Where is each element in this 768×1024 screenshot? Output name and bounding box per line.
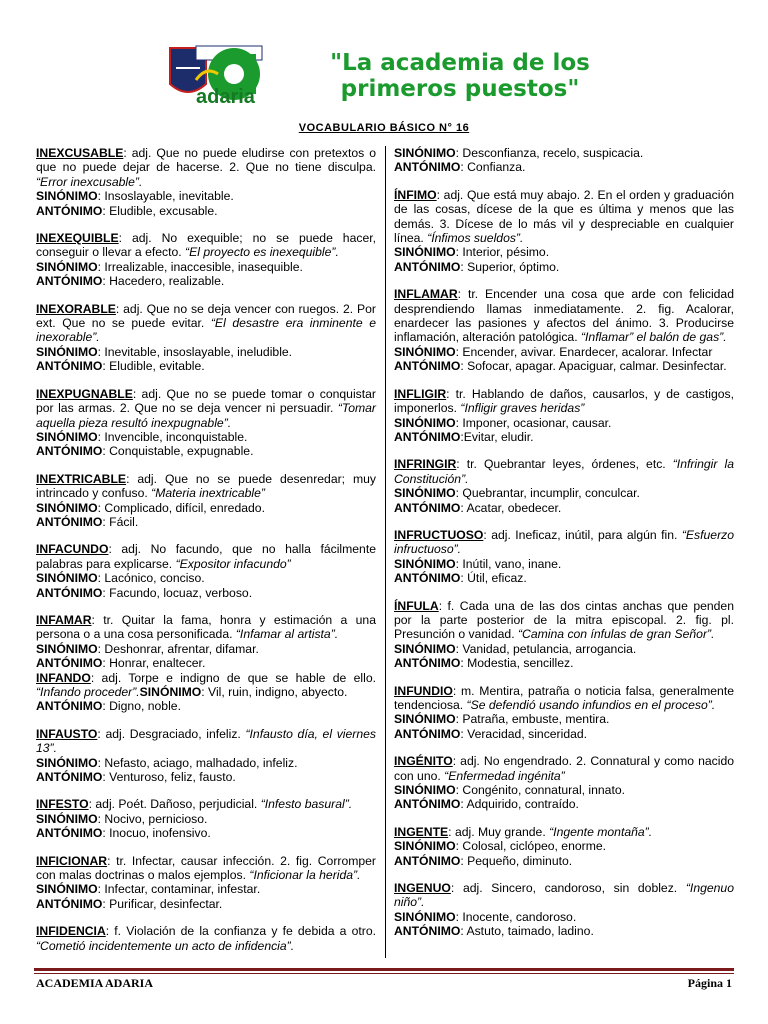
antonym-label: ANTÓNIMO	[36, 585, 103, 600]
entry-word: INEXORABLE	[36, 301, 116, 316]
entry-def-text: : adj. Que está muy abajo. 2. En el orden y graduación de las cosas, dícese de la que es última y menos que las demás. 3. Dícese de lo más vil y despreciable en cualquier línea.	[394, 187, 734, 246]
synonym-text: : Interior, pésimo.	[455, 245, 550, 260]
synonym-text: : Colosal, ciclópeo, enorme.	[455, 839, 607, 854]
entry-antonyms	[394, 656, 734, 670]
entry-antonyms	[36, 770, 376, 784]
entry-def-text: : tr. Quitar la fama, honra y estimación a una persona o a una cosa personificada.	[36, 612, 376, 642]
synonym-text: : Invencible, inconquistable.	[97, 429, 248, 444]
synonym-label: SINÓNIMO	[36, 189, 98, 204]
antonym-text: : Sofocar, apagar. Apaciguar, calmar. Desinfectar.	[460, 359, 727, 374]
entry-synonyms	[394, 345, 734, 359]
entry-antonyms	[36, 897, 376, 911]
synonym-label: SINÓNIMO	[394, 146, 456, 160]
entry-def-text: : adj. No exequible; no se puede hacer, conseguir o llevar a efecto.	[36, 231, 376, 260]
entry-example: “Tomar aquella pieza resultó inexpugnable”.	[36, 401, 376, 430]
entry-example: “Enfermedad ingénita”	[444, 768, 565, 783]
entry-word: INFRINGIR	[394, 457, 457, 472]
entry-word: INEXCUSABLE	[36, 146, 124, 160]
synonym-label: SINÓNIMO	[36, 811, 98, 826]
entry-antonyms	[36, 204, 376, 218]
antonym-label: ANTÓNIMO	[394, 853, 461, 868]
entry-synonyms	[36, 501, 376, 515]
entry-antonyms	[36, 515, 376, 529]
antonym-text: : Fácil.	[102, 514, 139, 529]
entry-definition	[36, 302, 376, 345]
synonym-label: SINÓNIMO	[394, 245, 456, 260]
antonym-label: ANTÓNIMO	[36, 359, 103, 374]
entry-example: “Infesto basural”.	[260, 797, 353, 812]
antonym-label: ANTÓNIMO	[36, 770, 103, 785]
entry-synonyms	[36, 189, 376, 203]
antonym-text: : Veracidad, sinceridad.	[460, 726, 588, 741]
right-column	[394, 146, 734, 952]
entry-def-text: : adj. Que no se puede tomar o conquistar por las armas. 2. Que no se deja vencer ni persuadir.	[36, 386, 376, 416]
vocab-entry	[394, 457, 734, 515]
vocab-entry	[36, 472, 376, 530]
antonym-label: ANTÓNIMO	[394, 359, 461, 374]
antonym-text: : Digno, noble.	[102, 699, 181, 714]
vocab-entry	[394, 387, 734, 445]
entry-example: “Camina con ínfulas de gran Señor”.	[518, 627, 715, 642]
synonym-label: SINÓNIMO	[394, 783, 456, 798]
vocab-entry	[394, 754, 734, 812]
entry-example: “Inficionar la herida”.	[249, 868, 361, 883]
entry-word: INFLIGIR	[394, 386, 447, 401]
entry-word: INFICIONAR	[36, 853, 108, 868]
footer-academy-name: ACADEMIA ADARIA	[36, 976, 154, 990]
antonym-text: : Superior, óptimo.	[460, 259, 560, 274]
synonym-label: SINÓNIMO	[36, 755, 98, 770]
entry-word: INGENTE	[394, 824, 449, 839]
entry-antonyms	[394, 854, 734, 868]
footer-rule-thick	[34, 968, 734, 971]
antonym-label: ANTÓNIMO	[36, 444, 103, 459]
entry-antonyms	[36, 826, 376, 840]
entry-synonyms	[36, 430, 376, 444]
synonym-text: : Inocente, candoroso.	[455, 909, 577, 924]
entry-definition	[394, 287, 734, 345]
entry-def-text: : adj. Muy grande.	[448, 824, 550, 839]
entry-definition	[36, 146, 376, 189]
entry-def-text: : f. Violación de la confianza y fe debida a otro.	[105, 924, 376, 939]
entry-word: INEXEQUIBLE	[36, 231, 119, 246]
footer-rule-thin	[34, 973, 734, 974]
antonym-label: ANTÓNIMO	[394, 500, 461, 515]
synonym-label: SINÓNIMO	[394, 556, 456, 571]
entry-synonyms	[394, 557, 734, 571]
antonym-text: : Hacedero, realizable.	[102, 274, 225, 289]
vocab-entry	[36, 146, 376, 218]
entry-definition	[36, 924, 376, 953]
entry-antonyms	[394, 160, 734, 174]
vocab-entry	[394, 528, 734, 586]
entry-word: INFLAMAR	[394, 287, 458, 302]
entry-definition	[394, 684, 734, 713]
entry-antonyms	[394, 924, 734, 938]
entry-example: “Expositor infacundo”	[175, 556, 291, 571]
synonym-text: : Congénito, connatural, innato.	[455, 783, 626, 798]
column-divider	[385, 146, 386, 958]
synonym-label: SINÓNIMO	[394, 486, 456, 501]
entry-antonyms	[394, 571, 734, 585]
antonym-text: : Adquirido, contraído.	[460, 797, 579, 812]
entry-def-text: : adj. Que no se puede desenredar; muy intrincado y confuso.	[36, 471, 376, 501]
synonym-label: SINÓNIMO	[394, 839, 456, 854]
entry-example: “El desastre era inminente e inexorable”.	[36, 316, 376, 345]
entry-def-text: : tr. Quebrantar leyes, órdenes, etc.	[456, 457, 673, 472]
entry-def-text: : f. Cada una de las dos cintas anchas que penden por la parte posterior de la mitra episcopal. 2. fig. pl. Presunción o vanidad.	[394, 598, 734, 642]
synonym-text: : Inútil, vano, inane.	[455, 556, 562, 571]
synonym-label: SINÓNIMO	[394, 415, 456, 430]
vocab-entry	[36, 231, 376, 289]
antonym-label: ANTÓNIMO	[394, 797, 461, 812]
entry-word: INEXTRICABLE	[36, 471, 127, 486]
entry-example: “Se defendió usando infundios en el proceso”.	[466, 698, 716, 712]
entry-definition	[394, 457, 734, 486]
entry-antonyms	[36, 274, 376, 288]
entry-antonyms	[394, 501, 734, 515]
entry-synonyms	[36, 882, 376, 896]
entry-antonyms	[394, 797, 734, 811]
vocab-entry	[36, 387, 376, 459]
vocab-entry	[36, 302, 376, 374]
entry-example: “Infamar al artista”.	[235, 627, 339, 642]
entry-example: “Infringir la Constitución”.	[394, 457, 734, 486]
entry-def-text: : m. Mentira, patraña o noticia falsa, generalmente tendenciosa.	[394, 683, 734, 712]
entry-synonyms	[394, 642, 734, 656]
vocab-entry	[36, 924, 376, 953]
vocab-entry	[394, 146, 734, 175]
left-column	[36, 146, 376, 966]
antonym-text: : Inocuo, inofensivo.	[102, 826, 211, 841]
entry-synonyms	[36, 642, 376, 656]
entry-word: INFUNDIO	[394, 683, 453, 698]
slogan-line-2: primeros puestos"	[340, 76, 580, 102]
entry-example: “Materia inextricable”	[151, 486, 265, 501]
entry-synonyms	[394, 486, 734, 500]
entry-word: INFANDO	[36, 670, 91, 685]
entry-definition	[394, 387, 734, 416]
vocab-entry	[394, 825, 734, 868]
synonym-text: : Insoslayable, inevitable.	[97, 189, 234, 204]
entry-definition	[394, 528, 734, 557]
synonym-text: : Nocivo, pernicioso.	[97, 811, 208, 826]
synonym-label: SINÓNIMO	[139, 685, 202, 699]
vocab-entry	[394, 188, 734, 274]
synonym-text: : Infectar, contaminar, infestar.	[97, 882, 261, 897]
entry-synonyms	[394, 245, 734, 259]
entry-definition	[36, 854, 376, 883]
page-header	[0, 0, 768, 115]
antonym-text: : Eludible, excusable.	[102, 203, 218, 218]
entry-synonyms	[36, 571, 376, 585]
entry-example: “Error inexcusable”.	[36, 174, 143, 189]
synonym-label: SINÓNIMO	[36, 571, 98, 586]
synonym-text: : Desconfianza, recelo, suspicacia.	[455, 146, 644, 160]
vocab-entry	[36, 797, 376, 840]
synonym-text: : Imponer, ocasionar, causar.	[455, 415, 612, 430]
entry-example: “Esfuerzo infructuoso”.	[394, 527, 734, 557]
antonym-text: : Acatar, obedecer.	[460, 500, 562, 515]
vocab-entry	[36, 727, 376, 785]
entry-synonyms	[394, 783, 734, 797]
synonym-text: : Complicado, difícil, enredado.	[97, 500, 265, 515]
synonym-text: : Irrealizable, inaccesible, inasequible.	[97, 259, 303, 274]
entry-antonyms	[36, 359, 376, 373]
entry-antonyms	[394, 430, 734, 444]
entry-antonyms	[394, 260, 734, 274]
entry-antonyms	[36, 586, 376, 600]
entry-synonyms	[394, 839, 734, 853]
document-title: VOCABULARIO BÁSICO N° 16	[298, 122, 470, 134]
entry-word: ÍNFIMO	[394, 187, 437, 202]
antonym-label: ANTÓNIMO	[394, 429, 461, 444]
entry-def-text: : adj. Torpe e indigno de que se hable de ello.	[90, 670, 376, 685]
synonym-label: SINÓNIMO	[394, 909, 456, 924]
vocab-entry	[36, 854, 376, 912]
vocab-entry	[394, 287, 734, 373]
entry-def-text: : adj. Sincero, candoroso, sin doblez.	[450, 881, 686, 896]
entry-word: ÍNFULA	[394, 598, 439, 613]
antonym-label: ANTÓNIMO	[36, 826, 103, 841]
antonym-text: : Conquistable, expugnable.	[102, 444, 254, 459]
entry-definition	[36, 671, 376, 700]
antonym-label: ANTÓNIMO	[394, 259, 461, 274]
synonym-text: : Inevitable, insoslayable, ineludible.	[97, 344, 293, 359]
entry-word: INFIDENCIA	[36, 924, 106, 939]
synonym-label: SINÓNIMO	[36, 500, 98, 515]
entry-synonyms	[36, 260, 376, 274]
entry-antonyms	[36, 699, 376, 713]
entry-definition	[36, 231, 376, 260]
entry-definition	[36, 797, 376, 811]
entry-definition	[36, 472, 376, 501]
entry-antonyms	[394, 359, 734, 373]
antonym-label: ANTÓNIMO	[36, 699, 103, 714]
entry-example: “Ingenuo niño”.	[394, 881, 734, 910]
footer-page-number: Página 1	[687, 976, 732, 990]
entry-def-text: : adj. No engendrado. 2. Connatural y como nacido con uno.	[394, 754, 734, 783]
synonym-label: SINÓNIMO	[36, 882, 98, 897]
entry-definition	[36, 727, 376, 756]
antonym-label: ANTÓNIMO	[36, 274, 103, 289]
antonym-text: : Facundo, locuaz, verboso.	[102, 585, 253, 600]
entry-example: “Infando proceder”.	[36, 685, 140, 699]
entry-definition	[394, 599, 734, 642]
entry-def-text: : adj. Ineficaz, inútil, para algún fin.	[483, 527, 682, 542]
entry-antonyms	[394, 727, 734, 741]
synonym-text: : Vanidad, petulancia, arrogancia.	[455, 641, 637, 656]
antonym-text: : Purificar, desinfectar.	[102, 896, 223, 911]
antonym-text: : Eludible, evitable.	[102, 359, 205, 374]
entry-synonyms	[394, 712, 734, 726]
synonym-label: SINÓNIMO	[394, 712, 456, 727]
synonym-text: : Lacónico, conciso.	[97, 571, 205, 586]
synonym-text: : Patraña, embuste, mentira.	[455, 712, 610, 727]
antonym-label: ANTÓNIMO	[394, 924, 461, 939]
entry-def-text: : adj. Poét. Dañoso, perjudicial.	[88, 797, 261, 812]
synonym-label: SINÓNIMO	[36, 344, 98, 359]
entry-word: INGÉNITO	[394, 754, 453, 769]
entry-word: INGENUO	[394, 881, 451, 896]
entry-example: “Inflamar” el balón de gas”.	[580, 330, 727, 345]
entry-example: “Cometió incidentemente un acto de infidencia”.	[36, 938, 295, 953]
entry-synonyms	[36, 812, 376, 826]
antonym-label: ANTÓNIMO	[394, 726, 461, 741]
antonym-label: ANTÓNIMO	[36, 656, 103, 671]
entry-example: “Ínfimos sueldos”.	[427, 231, 524, 246]
entry-example: “Infausto día, el viernes 13”.	[36, 726, 376, 756]
antonym-label: ANTÓNIMO	[36, 203, 103, 218]
vocab-entry	[394, 599, 734, 671]
entry-def-text: : adj. Que no puede eludirse con pretextos o que no puede dejar de hacerse. 2. Que no tiene disculpa.	[36, 146, 376, 175]
antonym-text: : Astuto, taimado, ladino.	[460, 924, 594, 939]
antonym-text: : Pequeño, diminuto.	[460, 853, 573, 868]
antonym-label: ANTÓNIMO	[36, 514, 103, 529]
entry-def-text: : tr. Infectar, causar infección. 2. fig. Corromper con malas doctrinas o malos ejemplos.	[36, 853, 376, 883]
synonym-label: SINÓNIMO	[36, 429, 98, 444]
entry-example: “El proyecto es inexequible”.	[185, 245, 339, 260]
entry-def-text: : tr. Hablando de daños, causarlos, y de castigos, imponerlos.	[394, 386, 734, 416]
synonym-text: : Quebrantar, incumplir, conculcar.	[455, 486, 640, 501]
antonym-label: ANTÓNIMO	[394, 571, 461, 586]
entry-synonyms	[394, 146, 734, 160]
slogan-line-1: "La academia de los	[330, 50, 590, 76]
synonym-text: : Deshonrar, afrentar, difamar.	[97, 641, 259, 656]
vocab-entry	[36, 613, 376, 714]
vocab-entry	[394, 881, 734, 939]
entry-word: INFACUNDO	[36, 542, 109, 557]
entry-synonyms	[36, 756, 376, 770]
entry-definition	[36, 387, 376, 430]
entry-antonyms	[36, 656, 376, 670]
entry-word: INFAMAR	[36, 612, 92, 627]
slogan	[300, 50, 620, 102]
vocab-entry	[394, 684, 734, 742]
entry-def-text: : adj. Que no se deja vencer con ruegos. 2. Por ext. Que no se puede evitar.	[36, 301, 376, 331]
entry-definition	[394, 881, 734, 910]
antonym-text: : Útil, eficaz.	[460, 571, 527, 586]
entry-word: INFRUCTUOSO	[394, 527, 484, 542]
entry-def-text: : tr. Encender una cosa que arde con felicidad desprendiendo llamas inmediatamente. 2. fig. Acalorar, enardecer las pasiones y afectos del ánimo. 3. Producirse inflamación, alteración patológica.	[394, 287, 734, 345]
entry-def-text: : adj. Desgraciado, infeliz.	[97, 726, 246, 741]
entry-definition	[394, 754, 734, 783]
entry-def-text: : adj. No facundo, que no halla fácilmente palabras para explicarse.	[36, 542, 376, 571]
antonym-label: ANTÓNIMO	[36, 896, 103, 911]
entry-word: INEXPUGNABLE	[36, 386, 133, 401]
synonym-label: SINÓNIMO	[36, 259, 98, 274]
antonym-text: :Evitar, eludir.	[460, 429, 534, 444]
entry-synonyms	[394, 910, 734, 924]
antonym-text: : Modestia, sencillez.	[460, 656, 574, 671]
antonym-label: ANTÓNIMO	[394, 656, 461, 671]
synonym-label: SINÓNIMO	[394, 344, 456, 359]
entry-example: “Ingente montaña”.	[549, 824, 653, 839]
entry-word: INFAUSTO	[36, 726, 98, 741]
synonym-label: SINÓNIMO	[394, 641, 456, 656]
antonym-label: ANTÓNIMO	[394, 160, 461, 175]
entry-word: INFESTO	[36, 797, 89, 812]
entry-definition	[36, 613, 376, 642]
entry-definition	[394, 825, 734, 839]
synonym-text: : Vil, ruin, indigno, abyecto.	[201, 685, 348, 699]
antonym-text: : Confianza.	[460, 160, 526, 175]
entry-synonyms	[36, 345, 376, 359]
entry-definition	[36, 542, 376, 571]
entry-synonyms	[394, 416, 734, 430]
entry-antonyms	[36, 444, 376, 458]
entry-example: “Infligir graves heridas”	[460, 401, 585, 416]
entry-definition	[394, 188, 734, 246]
antonym-text: : Honrar, enaltecer.	[102, 656, 206, 671]
synonym-text: : Encender, avivar. Enardecer, acalorar. Infectar	[455, 344, 713, 359]
vocab-entry	[36, 542, 376, 600]
antonym-text: : Venturoso, feliz, fausto.	[102, 770, 236, 785]
logo-text: adaria	[196, 86, 255, 108]
synonym-label: SINÓNIMO	[36, 641, 98, 656]
synonym-text: : Nefasto, aciago, malhadado, infeliz.	[97, 755, 298, 770]
